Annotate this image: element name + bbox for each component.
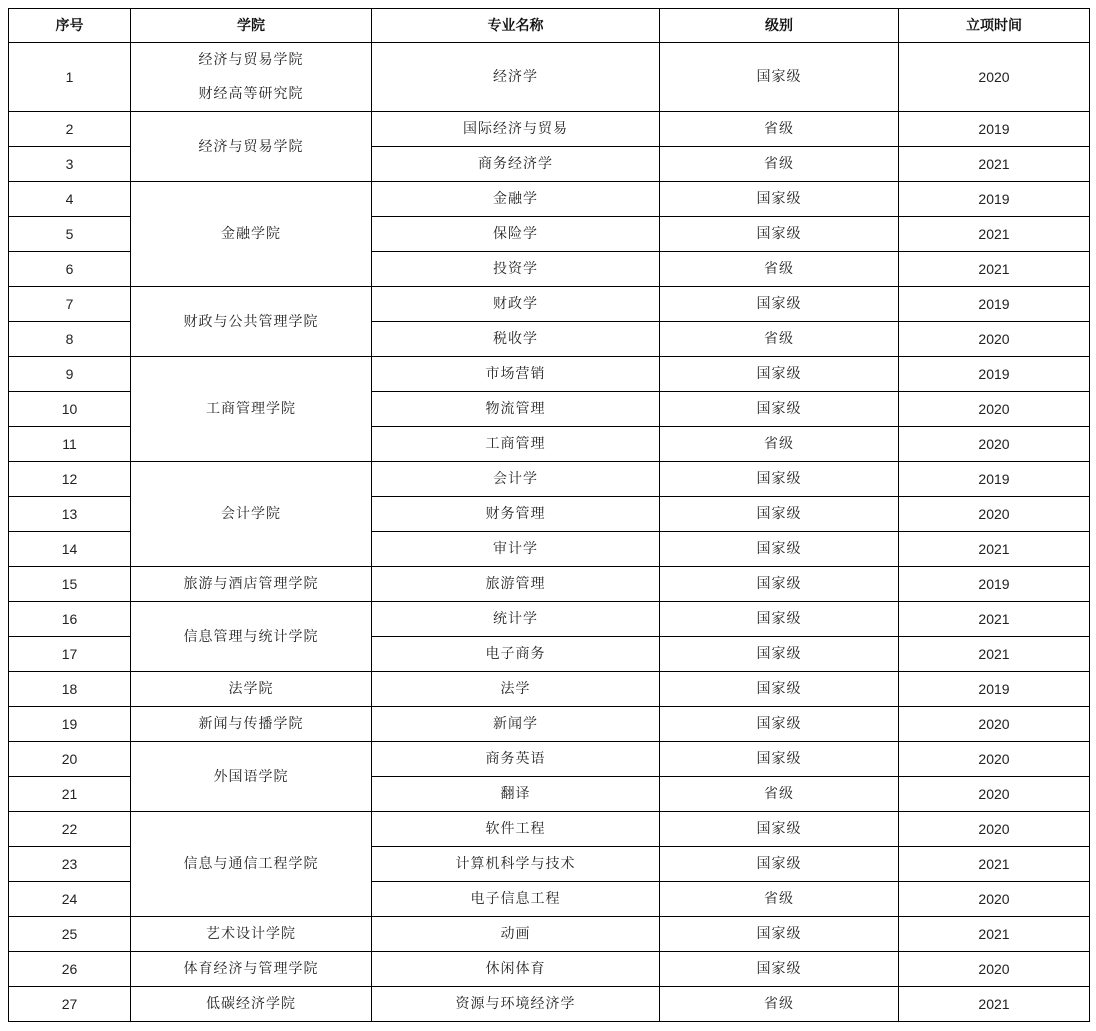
cell-level: 国家级 (660, 43, 899, 112)
table-row (9, 812, 1090, 847)
cell-no: 8 (9, 322, 131, 357)
cell-level: 国家级 (660, 567, 899, 602)
cell-college (131, 43, 372, 112)
header-college: 学院 (131, 9, 372, 43)
table-body (9, 43, 1090, 1022)
cell-no: 25 (9, 917, 131, 952)
college-name-line: 外国语学院 (213, 768, 289, 785)
cell-major: 商务经济学 (372, 147, 660, 182)
cell-college (131, 602, 372, 672)
cell-year: 2021 (899, 147, 1090, 182)
cell-major: 计算机科学与技术 (372, 847, 660, 882)
college-name-line: 新闻与传播学院 (198, 716, 304, 732)
cell-level: 国家级 (660, 847, 899, 882)
header-major: 专业名称 (372, 9, 660, 43)
cell-no: 15 (9, 567, 131, 602)
cell-year: 2019 (899, 182, 1090, 217)
cell-year: 2021 (899, 602, 1090, 637)
cell-major: 软件工程 (372, 812, 660, 847)
cell-no: 16 (9, 602, 131, 637)
table-row (9, 672, 1090, 707)
cell-major: 物流管理 (372, 392, 660, 427)
cell-college (131, 952, 372, 987)
table-header-row (9, 9, 1090, 43)
cell-major: 资源与环境经济学 (372, 987, 660, 1022)
cell-level: 国家级 (660, 637, 899, 672)
cell-major: 商务英语 (372, 742, 660, 777)
cell-no: 13 (9, 497, 131, 532)
cell-no: 27 (9, 987, 131, 1022)
header-level: 级别 (660, 9, 899, 43)
header-year: 立项时间 (899, 9, 1090, 43)
cell-major: 市场营销 (372, 357, 660, 392)
cell-level: 国家级 (660, 217, 899, 252)
college-name-line: 信息管理与统计学院 (183, 628, 319, 645)
document-page (8, 8, 1090, 1022)
college-name-line: 旅游与酒店管理学院 (183, 576, 319, 592)
cell-college (131, 707, 372, 742)
cell-year: 2019 (899, 672, 1090, 707)
cell-no: 26 (9, 952, 131, 987)
cell-year: 2019 (899, 357, 1090, 392)
cell-no: 18 (9, 672, 131, 707)
college-name-line: 财政与公共管理学院 (183, 313, 319, 330)
table-row (9, 917, 1090, 952)
cell-college (131, 742, 372, 812)
cell-year: 2020 (899, 882, 1090, 917)
college-name-line: 信息与通信工程学院 (183, 856, 319, 872)
cell-level: 国家级 (660, 462, 899, 497)
college-name-line: 经济与贸易学院 (198, 138, 304, 155)
cell-major: 国际经济与贸易 (372, 112, 660, 147)
college-name-line: 经济与贸易学院 (198, 52, 304, 68)
cell-year: 2020 (899, 43, 1090, 112)
cell-major: 保险学 (372, 217, 660, 252)
cell-level: 国家级 (660, 182, 899, 217)
table-row (9, 707, 1090, 742)
cell-major: 动画 (372, 917, 660, 952)
cell-college (131, 112, 372, 182)
cell-major: 旅游管理 (372, 567, 660, 602)
cell-no: 4 (9, 182, 131, 217)
table-row (9, 182, 1090, 217)
cell-level: 省级 (660, 987, 899, 1022)
table-row (9, 602, 1090, 637)
table-row (9, 952, 1090, 987)
cell-year: 2021 (899, 252, 1090, 287)
cell-no: 9 (9, 357, 131, 392)
cell-major: 会计学 (372, 462, 660, 497)
cell-no: 14 (9, 532, 131, 567)
cell-no: 2 (9, 112, 131, 147)
cell-level: 国家级 (660, 952, 899, 987)
cell-no: 17 (9, 637, 131, 672)
cell-major: 金融学 (372, 182, 660, 217)
cell-college (131, 287, 372, 357)
cell-no: 22 (9, 812, 131, 847)
college-name-line: 体育经济与管理学院 (183, 961, 319, 977)
cell-college (131, 987, 372, 1022)
cell-major: 财政学 (372, 287, 660, 322)
cell-year: 2019 (899, 112, 1090, 147)
cell-year: 2021 (899, 847, 1090, 882)
cell-level: 国家级 (660, 742, 899, 777)
cell-college (131, 672, 372, 707)
cell-year: 2020 (899, 497, 1090, 532)
cell-no: 23 (9, 847, 131, 882)
cell-level: 国家级 (660, 287, 899, 322)
table-row (9, 43, 1090, 112)
college-name-line: 低碳经济学院 (206, 996, 296, 1012)
cell-no: 20 (9, 742, 131, 777)
cell-no: 7 (9, 287, 131, 322)
cell-year: 2020 (899, 427, 1090, 462)
college-name-line: 会计学院 (221, 506, 281, 522)
cell-major: 休闲体育 (372, 952, 660, 987)
cell-major: 电子信息工程 (372, 882, 660, 917)
cell-level: 省级 (660, 882, 899, 917)
college-name-line: 财经高等研究院 (198, 86, 304, 102)
cell-level: 国家级 (660, 602, 899, 637)
college-name-line: 法学院 (228, 681, 274, 697)
table-row (9, 567, 1090, 602)
cell-year: 2021 (899, 217, 1090, 252)
cell-year: 2019 (899, 287, 1090, 322)
cell-no: 3 (9, 147, 131, 182)
cell-year: 2020 (899, 777, 1090, 812)
cell-no: 10 (9, 392, 131, 427)
cell-level: 国家级 (660, 357, 899, 392)
cell-major: 税收学 (372, 322, 660, 357)
cell-year: 2021 (899, 637, 1090, 672)
cell-major: 财务管理 (372, 497, 660, 532)
cell-level: 国家级 (660, 392, 899, 427)
college-name-line: 工商管理学院 (206, 401, 296, 417)
header-no: 序号 (9, 9, 131, 43)
cell-level: 国家级 (660, 672, 899, 707)
cell-level: 省级 (660, 427, 899, 462)
cell-level: 国家级 (660, 917, 899, 952)
cell-level: 国家级 (660, 707, 899, 742)
cell-year: 2019 (899, 567, 1090, 602)
cell-year: 2020 (899, 707, 1090, 742)
cell-year: 2019 (899, 462, 1090, 497)
cell-no: 5 (9, 217, 131, 252)
table-row (9, 987, 1090, 1022)
cell-level: 省级 (660, 322, 899, 357)
cell-college (131, 357, 372, 462)
cell-college (131, 917, 372, 952)
cell-level: 省级 (660, 252, 899, 287)
cell-year: 2020 (899, 952, 1090, 987)
cell-year: 2020 (899, 322, 1090, 357)
cell-year: 2020 (899, 812, 1090, 847)
college-name-line: 艺术设计学院 (206, 926, 296, 942)
cell-level: 国家级 (660, 812, 899, 847)
cell-no: 19 (9, 707, 131, 742)
cell-year: 2021 (899, 987, 1090, 1022)
cell-no: 1 (9, 43, 131, 112)
college-name-line: 金融学院 (221, 226, 281, 242)
cell-college (131, 182, 372, 287)
cell-no: 21 (9, 777, 131, 812)
majors-table (8, 8, 1090, 1022)
cell-level: 省级 (660, 112, 899, 147)
cell-major: 统计学 (372, 602, 660, 637)
cell-no: 11 (9, 427, 131, 462)
cell-level: 省级 (660, 147, 899, 182)
cell-major: 新闻学 (372, 707, 660, 742)
cell-level: 省级 (660, 777, 899, 812)
cell-major: 投资学 (372, 252, 660, 287)
cell-year: 2020 (899, 392, 1090, 427)
table-row (9, 112, 1090, 147)
cell-year: 2021 (899, 532, 1090, 567)
cell-college (131, 567, 372, 602)
table-row (9, 287, 1090, 322)
cell-college (131, 812, 372, 917)
cell-major: 法学 (372, 672, 660, 707)
cell-no: 6 (9, 252, 131, 287)
cell-no: 12 (9, 462, 131, 497)
cell-level: 国家级 (660, 532, 899, 567)
table-row (9, 742, 1090, 777)
cell-year: 2020 (899, 742, 1090, 777)
cell-major: 审计学 (372, 532, 660, 567)
cell-major: 工商管理 (372, 427, 660, 462)
cell-major: 电子商务 (372, 637, 660, 672)
table-row (9, 462, 1090, 497)
cell-college (131, 462, 372, 567)
table-row (9, 357, 1090, 392)
cell-major: 经济学 (372, 43, 660, 112)
cell-year: 2021 (899, 917, 1090, 952)
cell-level: 国家级 (660, 497, 899, 532)
cell-major: 翻译 (372, 777, 660, 812)
cell-no: 24 (9, 882, 131, 917)
